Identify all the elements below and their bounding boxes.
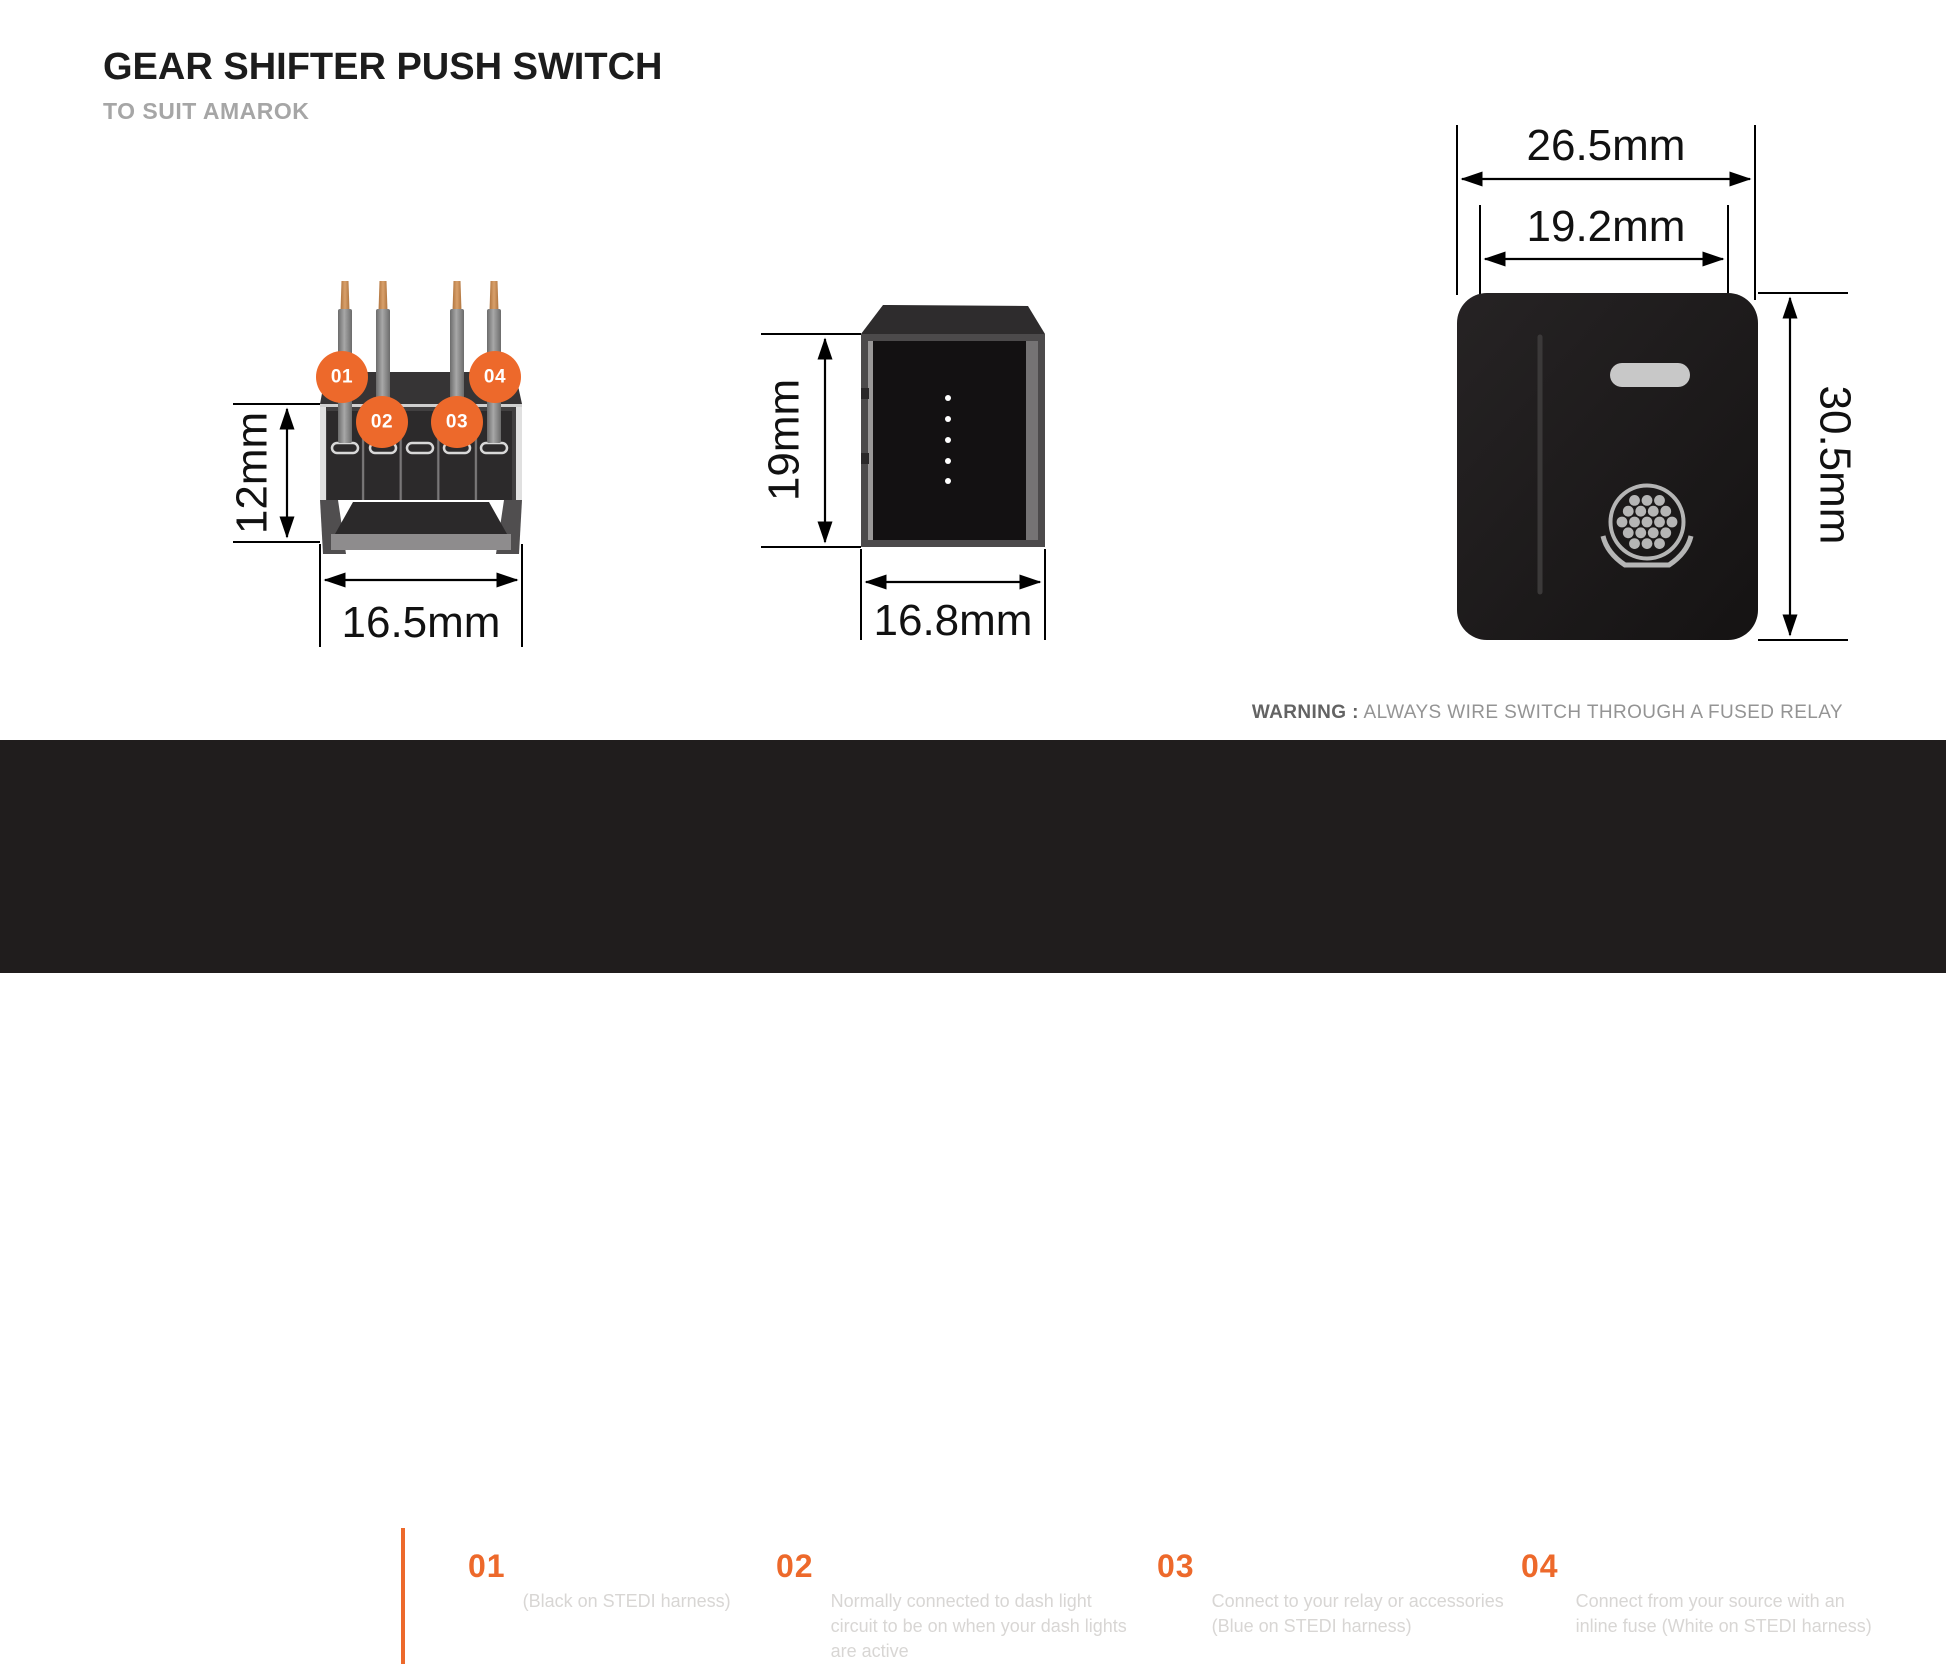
dimension-16-8mm bbox=[861, 549, 1045, 645]
switch-face bbox=[1457, 293, 1758, 640]
wiring-point-description: (Blue on STEDI harness) bbox=[1211, 1615, 1412, 1636]
wiring-point-heading: EARTH / GROUND bbox=[522, 1556, 728, 1582]
wire-copper-tip bbox=[341, 281, 350, 311]
wiring-point-number: 02 bbox=[776, 1548, 814, 1584]
warning-label: WARNING : bbox=[1251, 702, 1359, 723]
terminal-number-01: 01 bbox=[330, 366, 354, 388]
terminal-number-02: 02 bbox=[370, 411, 394, 433]
wire-copper-tip bbox=[453, 281, 462, 311]
wiring-point-04 bbox=[1521, 1550, 1872, 1639]
front-height-label: 30.5mm bbox=[1810, 385, 1860, 545]
wiring-point-description: Connect from your source with an bbox=[1575, 1590, 1845, 1611]
warning-note bbox=[1252, 702, 1843, 724]
wiring-point-number: 04 bbox=[1521, 1548, 1559, 1584]
wiring-point-heading: DASH LIGHTS ON bbox=[830, 1556, 1032, 1582]
wiring-point-description: are active bbox=[830, 1640, 909, 1661]
terminal-number-04: 04 bbox=[483, 366, 507, 388]
page-title: GEAR SHIFTER PUSH SWITCH bbox=[103, 46, 663, 88]
dimension-19-2mm bbox=[1480, 202, 1728, 295]
wiring-point-03 bbox=[1157, 1550, 1504, 1639]
wiring-point-01 bbox=[468, 1550, 731, 1614]
wire-copper-tip bbox=[379, 281, 388, 311]
indicator-window bbox=[1610, 363, 1690, 387]
vertical-divider bbox=[401, 1528, 405, 1664]
dimension-19mm bbox=[760, 334, 861, 547]
switch-housing bbox=[861, 305, 1045, 547]
wiring-point-number: 03 bbox=[1157, 1548, 1195, 1584]
wiring-point-heading: RELAY bbox=[1211, 1556, 1289, 1582]
wiring-point-description: circuit to be on when your dash lights bbox=[830, 1615, 1127, 1636]
front-outer-width-label: 26.5mm bbox=[1526, 121, 1686, 170]
warning-text: ALWAYS WIRE SWITCH THROUGH A FUSED RELAY bbox=[1358, 702, 1843, 723]
wiring-point-description: inline fuse (White on STEDI harness) bbox=[1575, 1615, 1872, 1636]
wiring-point-number: 01 bbox=[468, 1548, 506, 1584]
wiring-point-description: Normally connected to dash light bbox=[830, 1590, 1092, 1611]
wiring-point-02 bbox=[776, 1550, 1127, 1664]
back-width-label: 16.5mm bbox=[341, 598, 501, 647]
front-view-drawing bbox=[1440, 105, 1880, 665]
wiring-points-bar bbox=[0, 740, 1946, 1661]
wiring-point-heading: SOURCE bbox=[1575, 1556, 1676, 1582]
back-view-diagram bbox=[225, 265, 645, 665]
dimension-16-5mm bbox=[320, 544, 522, 647]
side-height-label: 19mm bbox=[759, 378, 809, 502]
page-subtitle: TO SUIT AMAROK bbox=[103, 97, 310, 124]
front-view-diagram bbox=[1440, 105, 1880, 670]
terminal-number-03: 03 bbox=[445, 411, 469, 433]
wiring-point-description: Connect to your relay or accessories bbox=[1211, 1590, 1504, 1611]
front-inner-width-label: 19.2mm bbox=[1526, 202, 1686, 251]
side-view-diagram bbox=[755, 290, 1085, 655]
header bbox=[103, 44, 662, 125]
back-view-drawing bbox=[225, 265, 645, 660]
side-width-label: 16.8mm bbox=[873, 596, 1033, 645]
wiring-points-title: WIRING POINTS bbox=[103, 1578, 348, 1611]
dimension-12mm bbox=[228, 404, 320, 542]
dimension-30-5mm bbox=[1758, 293, 1859, 640]
wire-copper-tip bbox=[490, 281, 499, 311]
back-height-label: 12mm bbox=[227, 411, 277, 535]
wiring-point-description: (Black on STEDI harness) bbox=[522, 1590, 731, 1611]
side-view-drawing bbox=[755, 290, 1085, 650]
